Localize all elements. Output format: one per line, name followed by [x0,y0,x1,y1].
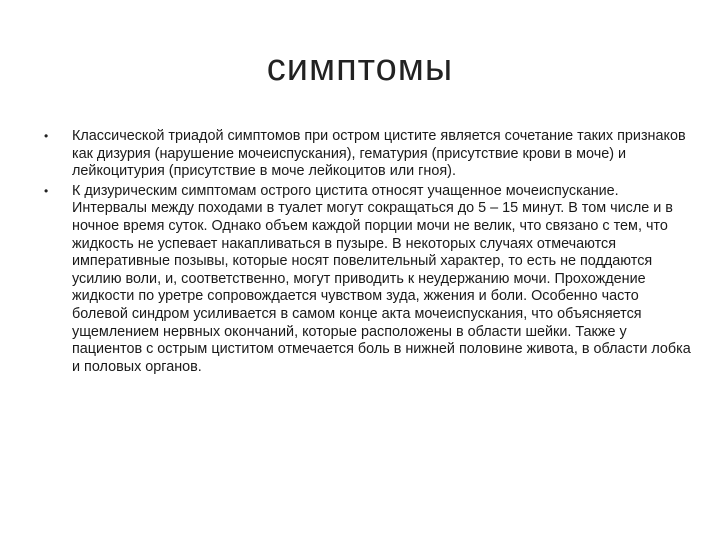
slide-title: симптомы [266,47,454,89]
bullet-dot-icon: • [44,183,49,198]
bullet-text: Классической триадой симптомов при остром цистите является сочетание таких признаков как дизурия (нарушение мочеиспускания), гематурия (присутствие крови в моче) и лейкоцитурия (присутствие в моче лейкоцитов или гноя). [72,128,686,180]
bullet-item-dysuria [44,183,694,377]
bullet-text: К дизурическим симптомам острого цистита относят учащенное мочеиспускание. Интервалы между походами в туалет могут сокращаться до 5 – 15 минут. В том числе и в ночное время суток. Однако объем каждой порции мочи не велик, что связано с тем, что жидкость не успевает накапливаться в пузыре. В некоторых случаях отмечаются императивные позывы, которые носят повелительный характер, то есть не поддаются усилию воли, и, соответственно, могут приводить к неудержанию мочи. Прохождение жидкости по уретре сопровождается чувством зуда, жжения и боли. Особенно часто болевой синдром усиливается в самом конце акта мочеиспускания, что объясняется ущемлением нервных окончаний, которые расположены в области шейки. Также у пациентов с острым циститом отмечается боль в нижней половине живота, в области лобка и половых органов. [72,182,691,375]
bullet-item-triad [44,128,694,181]
bullet-dot-icon: • [44,129,49,143]
bullet-list [44,128,694,378]
